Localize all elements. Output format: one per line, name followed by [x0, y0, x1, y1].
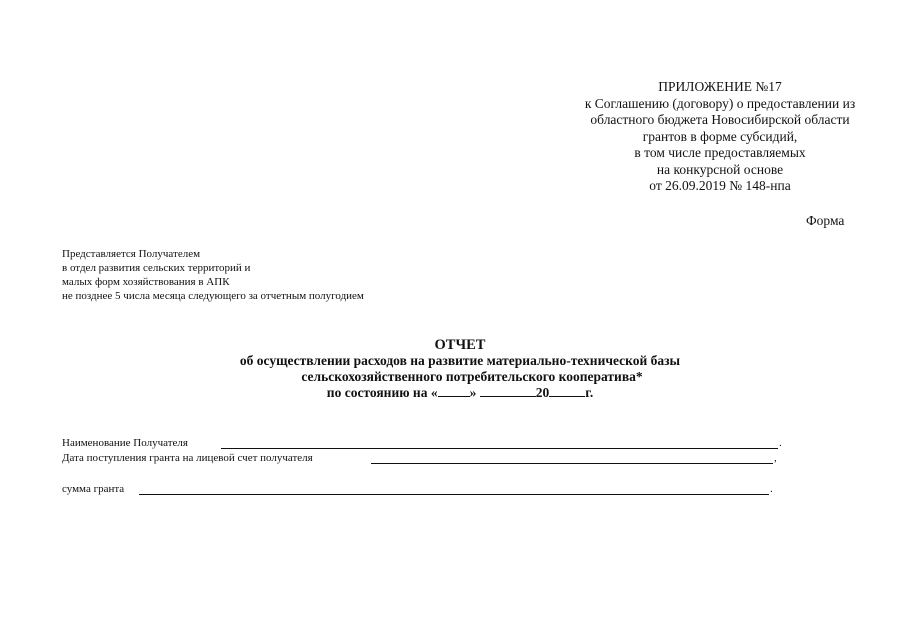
- appendix-line: к Соглашению (договору) о предоставлении из: [584, 95, 856, 111]
- day-blank[interactable]: [438, 385, 470, 397]
- grant-amount-input[interactable]: [139, 494, 769, 495]
- grant-date-field: [62, 452, 802, 466]
- recipient-name-input[interactable]: [221, 448, 778, 449]
- year-blank[interactable]: [549, 385, 585, 397]
- submission-note: [62, 247, 364, 303]
- appendix-line: в том числе предоставляемых: [634, 145, 806, 160]
- recipient-name-end: .: [779, 437, 782, 449]
- month-blank[interactable]: [480, 385, 536, 397]
- appendix-title: ПРИЛОЖЕНИЕ №17: [658, 79, 782, 94]
- appendix-line: грантов в форме субсидий,: [642, 128, 798, 144]
- appendix-line: областного бюджета Новосибирской области: [590, 112, 850, 127]
- appendix-date: от 26.09.2019 № 148-нпа: [649, 178, 791, 193]
- appendix-line: на конкурсной основе: [656, 161, 784, 177]
- grant-amount-field: [62, 483, 802, 497]
- submission-line: малых форм хозяйствования в АПК: [62, 276, 230, 288]
- grant-date-label: Дата поступления гранта на лицевой счет получателя: [62, 452, 313, 464]
- report-title: ОТЧЕТ: [434, 337, 486, 353]
- recipient-name-field: [62, 437, 802, 451]
- recipient-name-label: Наименование Получателя: [62, 437, 188, 449]
- grant-amount-end: .: [770, 483, 773, 495]
- report-date-line: [200, 385, 720, 401]
- submission-line: Представляется Получателем: [62, 248, 201, 260]
- report-title-block: [200, 337, 720, 401]
- grant-amount-label: сумма гранта: [62, 483, 125, 495]
- submission-line: не позднее 5 числа месяца следующего за отчетным полугодием: [62, 290, 364, 302]
- date-prefix: по состоянию на «: [326, 385, 438, 400]
- form-label: Форма: [806, 213, 845, 228]
- year-prefix: 20: [535, 385, 550, 400]
- submission-line: в отдел развития сельских территорий и: [62, 262, 251, 274]
- date-quote-close: »: [469, 385, 480, 400]
- appendix-header: [560, 79, 880, 195]
- grant-date-end: ,: [774, 452, 777, 464]
- report-subtitle: сельскохозяйственного потребительского кооператива*: [301, 369, 643, 384]
- grant-date-input[interactable]: [371, 463, 773, 464]
- report-subtitle: об осуществлении расходов на развитие материально-технической базы: [239, 353, 681, 368]
- year-suffix: г.: [585, 385, 594, 400]
